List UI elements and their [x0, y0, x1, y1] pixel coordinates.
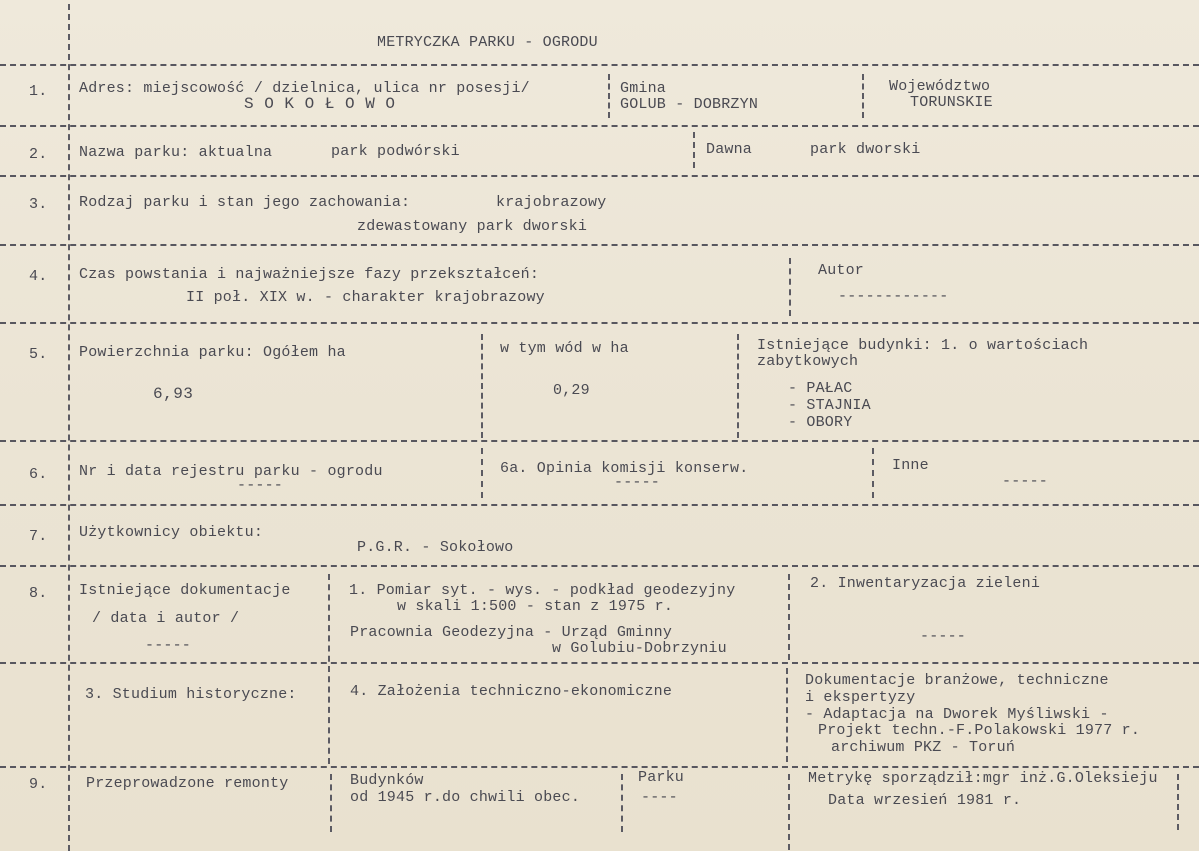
origin-label: Czas powstania i najważniejsze fazy przekształceń: — [79, 266, 540, 283]
row-number: 5. — [29, 346, 48, 363]
divider — [0, 662, 1199, 664]
register-value: ----- — [237, 477, 284, 494]
history-label: 3. Studium historyczne: — [85, 686, 297, 703]
tech-label: 4. Założenia techniczno-ekonomiczne — [350, 683, 673, 700]
author-value: ------------ — [838, 288, 949, 305]
row-number: 2. — [29, 146, 48, 163]
divider — [788, 774, 790, 850]
divider — [862, 74, 864, 118]
documentation-label-2: / data i autor / — [92, 610, 240, 627]
row-number: 8. — [29, 585, 48, 602]
opinion-value: ----- — [614, 474, 661, 491]
area-label: Powierzchnia parku: Ogółem ha — [79, 344, 346, 361]
branch-line: i ekspertyzy — [805, 689, 916, 706]
building-item: - STAJNIA — [788, 397, 871, 414]
branch-line: Projekt techn.-F.Polakowski 1977 r. — [818, 722, 1141, 739]
divider — [0, 125, 1199, 127]
survey-line: Pracownia Geodezyjna - Urząd Gminny — [350, 624, 673, 641]
buildings-label: Istniejące budynki: 1. o wartościach — [757, 337, 1089, 354]
gmina-value: GOLUB - DOBRZYN — [620, 96, 759, 113]
divider — [789, 258, 791, 316]
divider — [1177, 774, 1179, 830]
water-label: w tym wód w ha — [500, 340, 629, 357]
repairs-buildings-value: od 1945 r.do chwili obec. — [350, 789, 581, 806]
park-type-value: krajobrazowy — [496, 194, 607, 211]
greenery-label: 2. Inwentaryzacja zieleni — [810, 575, 1041, 592]
row-number: 6. — [29, 466, 48, 483]
other-value: ----- — [1002, 473, 1049, 490]
park-type-label: Rodzaj parku i stan jego zachowania: — [79, 194, 411, 211]
row-number: 7. — [29, 528, 48, 545]
row-number: 3. — [29, 196, 48, 213]
repairs-buildings-label: Budynków — [350, 772, 424, 789]
branch-line: archiwum PKZ - Toruń — [831, 739, 1016, 756]
address-label: Adres: miejscowość / dzielnica, ulica nr posesji/ — [79, 80, 530, 97]
prepared-by: Metrykę sporządził:mgr inż.G.Oleksieju — [808, 770, 1158, 787]
voivodeship-value: TORUNSKIE — [910, 94, 993, 111]
divider — [330, 774, 332, 832]
survey-line: 1. Pomiar syt. - wys. - podkład geodezyjny — [349, 582, 736, 599]
row-number: 1. — [29, 83, 48, 100]
divider — [0, 244, 1199, 246]
opinion-label: 6a. Opinia komisji konserw. — [500, 460, 749, 477]
divider — [0, 766, 1199, 768]
greenery-value: ----- — [920, 628, 967, 645]
divider — [786, 668, 788, 762]
page-title: METRYCZKA PARKU - OGRODU — [377, 34, 598, 51]
repairs-label: Przeprowadzone remonty — [86, 775, 289, 792]
origin-value: II poł. XIX w. - charakter krajobrazowy — [186, 289, 545, 306]
users-label: Użytkownicy obiektu: — [79, 524, 264, 541]
building-item: - OBORY — [788, 414, 853, 431]
documentation-label: Istniejące dokumentacje — [79, 582, 291, 599]
other-label: Inne — [892, 457, 929, 474]
park-state-value: zdewastowany park dworski — [357, 218, 588, 235]
divider — [737, 334, 739, 438]
area-value: 6,93 — [153, 385, 194, 403]
repairs-park-label: Parku — [638, 769, 685, 786]
divider — [693, 132, 695, 168]
address-value: S O K O Ł O W O — [244, 95, 396, 113]
repairs-park-value: ---- — [641, 789, 678, 806]
former-name-label: Dawna — [706, 141, 753, 158]
building-item: - PAŁAC — [788, 380, 853, 397]
divider — [0, 440, 1199, 442]
branch-line: Dokumentacje branżowe, techniczne — [805, 672, 1109, 689]
divider — [608, 74, 610, 118]
voivodeship-label: Województwo — [889, 78, 991, 95]
author-label: Autor — [818, 262, 865, 279]
park-name-label: Nazwa parku: aktualna — [79, 144, 273, 161]
branch-line: - Adaptacja na Dworek Myśliwski - — [805, 706, 1109, 723]
divider — [788, 574, 790, 660]
register-label: Nr i data rejestru parku - ogrodu — [79, 463, 383, 480]
divider — [872, 448, 874, 498]
park-name-current: park podwórski — [331, 143, 460, 160]
divider — [68, 4, 70, 851]
divider — [0, 175, 1199, 177]
survey-line: w Golubiu-Dobrzyniu — [552, 640, 727, 657]
divider — [481, 448, 483, 498]
divider — [481, 334, 483, 438]
gmina-label: Gmina — [620, 80, 667, 97]
divider — [328, 574, 330, 764]
row-number: 9. — [29, 776, 48, 793]
users-value: P.G.R. - Sokołowo — [357, 539, 514, 556]
row-number: 4. — [29, 268, 48, 285]
documentation-value: ----- — [145, 637, 192, 654]
divider — [0, 322, 1199, 324]
former-name-value: park dworski — [810, 141, 921, 158]
water-value: 0,29 — [553, 382, 590, 399]
divider — [0, 504, 1199, 506]
survey-line: w skali 1:500 - stan z 1975 r. — [397, 598, 674, 615]
buildings-label-2: zabytkowych — [757, 353, 859, 370]
prepared-date: Data wrzesień 1981 r. — [828, 792, 1022, 809]
divider — [0, 64, 1199, 66]
divider — [621, 774, 623, 832]
divider — [0, 565, 1199, 567]
